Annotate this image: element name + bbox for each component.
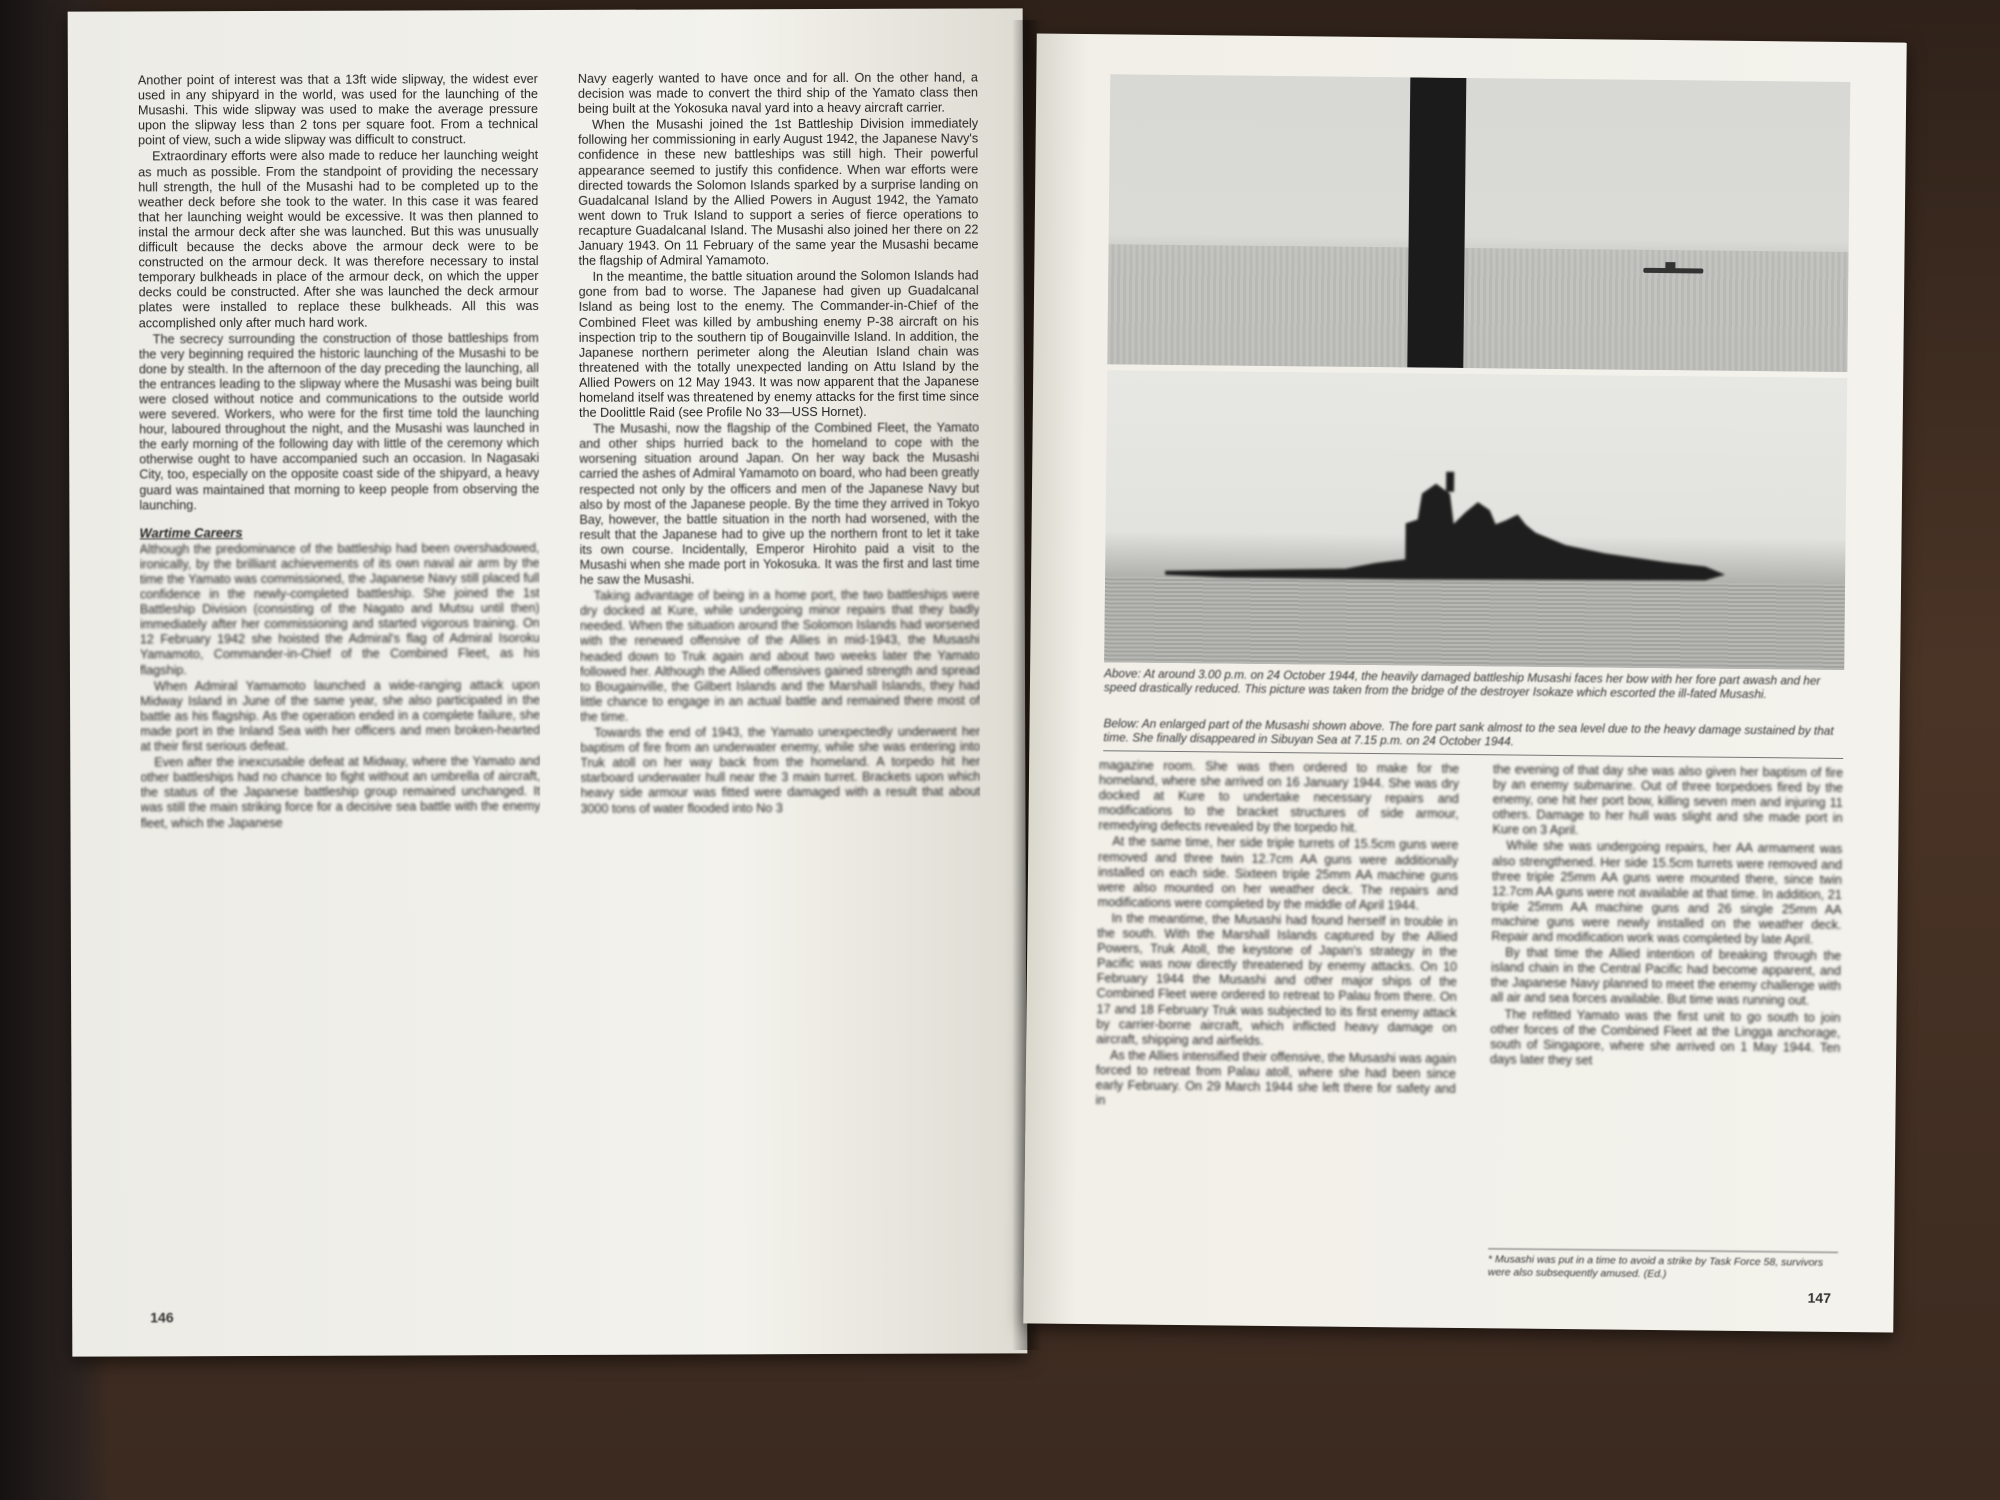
- paragraph: The secrecy surrounding the construction of those battleships from the very beginning required the historic launching of the Musashi to be done by stealth. In the afternoon of the day preceding the launching, all the entrances leading to the slipway where the Musashi was being built were closed without notice and communications to the outside world were severed. Workers, who were for the first time told the launching hour, laboured throughout the night, and the Musashi was launched in the early morning of the following day with little of the ceremony which otherwise ought to have accompanied such an occasion. In Nagasaki City, too, especially on the opposite coast side of the shipyard, a heavy guard was maintained that morning to keep people from observing the launching.: [138, 330, 540, 513]
- paragraph: Towards the end of 1943, the Yamato unexpectedly underwent her baptism of fire from an underwater enemy, while she was entering into Truk atoll on her way back from the homeland. A torpedo hit her starboard underwater hull near the 3 main turret. Brackets upon which heavy side armour was fitted were damaged with a result that about 3000 tons of water flooded into No 3: [580, 724, 981, 816]
- sea-surface: [1107, 244, 1848, 372]
- left-page: [68, 8, 1028, 1356]
- left-column-1: [137, 72, 542, 1326]
- caption-rule: [1103, 750, 1843, 759]
- paragraph: Navy eagerly wanted to have once and for all. On the other hand, a decision was made to convert the third ship of the Yamato class then being built at the Yokosuka naval yard into a heavy aircraft carrier.: [577, 70, 978, 117]
- paragraph: Although the predominance of the battleship had been overshadowed, ironically, by the brilliant achievements of its own naval air arm by the time the Yamato was commissioned, the Japanese Navy still placed full confidence in the newly-completed battleship. She joined the 1st Battleship Division (consisting of the Nagato and Mutsu until then) immediately after her commissioning and started vigorous training. On 12 February 1942 she hoisted the Admiral's flag of Admiral Isoroku Yamamoto, Commander-in-Chief of the Combined Fleet, as his flagship.: [139, 540, 540, 677]
- right-page: [1023, 33, 1906, 1332]
- caption-above: Above: At around 3.00 p.m. on 24 October 1944, the heavily damaged battleship Musashi faces her bow with her fore part awash and her speed drastically reduced. This picture was taken from the bridge of the destroyer Isokaze which escorted the ill-fated Musashi.: [1103, 666, 1821, 702]
- paragraph: The Musashi, now the flagship of the Combined Fleet, the Yamato and other ships hurried back to the homeland to cope with the worsening situation around Japan. On her way back the Musashi carried the ashes of Admiral Yamamoto on board, who had been greatly respected not only by the officers and men of the Japanese Navy but also by most of the Japanese people. By the time they arrived in Tokyo Bay, however, the battle situation in the north had worsened, with the result that the Japanese had to give up the northern front to let it take its own course. Incidentally, Emperor Hirohito paid a visit to the Musashi when she made port in Yokosuka. It was the first and last time he saw the Musashi.: [579, 420, 980, 587]
- paragraph: When the Musashi joined the 1st Battleship Division immediately following her commissioning in early August 1942, the Japanese Navy's confidence in these new battleships was still high. Their powerful appearance seemed to justify this confidence. When war efforts were directed towards the Solomon Islands sparked by a surprise landing on Guadalcanal Island by the Allied Powers in August 1942, the Yamato went down to Truk Island to support a series of fierce operations to recapture Guadalcanal Island. The Musashi also joined her there on 22 January 1943. On 11 February of the same year the Musashi became the flagship of Admiral Yamamoto.: [578, 116, 979, 269]
- page-number-left: 146: [150, 1309, 174, 1326]
- paragraph: The refitted Yamato was the first unit to go south to join other forces of the Combined Fleet at the Lingga anchorage, south of Singapore, where she arrived on 1 May 1944. Ten days later they set: [1489, 1006, 1841, 1068]
- paragraph: When Admiral Yamamoto launched a wide-ranging attack upon Midway Island in June of the same year, she also participated in the battle as his flagship. As the operation ended in a complete failure, she made port in the Inland Sea with her officers and men broken-hearted at their first serious defeat.: [140, 677, 541, 754]
- paragraph: While she was undergoing repairs, her AA armament was also strengthened. Her side 15.5cm turrets were removed and three triple 25mm AA guns were mounted there, since twin 12.7cm AA guns were not available at that time. In addition, 21 triple 25mm AA machine guns and 26 single 25mm AA machine guns were newly installed on the weather deck. Repair and modification work was completed by late April.: [1491, 838, 1843, 947]
- paragraph: In the meantime, the battle situation around the Solomon Islands had gone from bad to worse. The Japanese had given up Guadalcanal Island as being lost to the enemy. The Commander-in-Chief of the Combined Fleet was killed by ambushing enemy P-38 aircraft on his inspection trip to the southern tip of Bougainville Island. In addition, the Japanese northern perimeter along the Aleutian Island chain was threatened with the totally unexpected landing on Attu Island by the Allied Powers on 12 May 1943. It was now apparent that the Japanese homeland itself was threatened by enemy attacks for the first time since the Doolittle Raid (see Profile No 33—USS Hornet).: [578, 268, 980, 420]
- paragraph: Another point of interest was that a 13ft wide slipway, the widest ever used in any shipyard in the world, was used for the launching of the Musashi. This wide slipway was used to make the average pressure upon the slipway less than 2 tons per square foot. From a technical point of view, such a wide slipway was difficult to construct.: [137, 72, 539, 148]
- paragraph: the evening of that day she was also given her baptism of fire by an enemy submarine. Out of three torpedoes fired by the enemy, one hit her port bow, killing seven men and injuring 11 others. Damage to her hull was slight and she made port in Kure on 3 April.: [1492, 762, 1844, 838]
- paragraph: Even after the inexcusable defeat at Midway, where the Yamato and other battleships had no chance to fight without an umbrella of aircraft, the status of the Japanese battleship group remained unchanged. It was still the main striking force for a decisive sea battle with the enemy fleet, which the Japanese: [140, 754, 541, 830]
- photo-battleship-enlarged: [1104, 370, 1847, 670]
- left-column-2: [578, 70, 982, 1321]
- right-column-2: [1488, 762, 1843, 1246]
- section-heading: Wartime Careers: [139, 524, 243, 541]
- footnote: * Musashi was put in a time to avoid a strike by Task Force 58, survivors were also subsequently amused. (Ed.): [1488, 1248, 1838, 1283]
- right-column-1: [1093, 758, 1459, 1307]
- battleship-enlarged-silhouette: [1104, 370, 1847, 670]
- caption-below: Below: An enlarged part of the Musashi shown above. The fore part sank almost to the sea level due to the heavy damage sustained by that time. She finally disappeared in Sibuyan Sea at 7.15 p.m. on 24 October 1944.: [1103, 716, 1834, 749]
- paragraph: Extraordinary efforts were also made to reduce her launching weight as much as possible. From the standpoint of providing the necessary hull strength, the hull of the Musashi had to be completed up to the weather deck before she took to the water. In this case it was feared that her launching weight would be excessive. It was then planned to instal the armour deck after she was launched. But this was unusually difficult because the decks above the armour deck were to be constructed on the armour deck. It was therefore necessary to instal temporary bulkheads in place of the armour deck, on which the upper decks could be constructed. After she was launched the deck armour plates were installed to replace these bulkheads. All this was accomplished only after much hard work.: [138, 148, 539, 330]
- battleship-silhouette: [1643, 268, 1703, 274]
- page-number-right: 147: [1807, 1289, 1832, 1306]
- foreground-post: [1407, 77, 1466, 368]
- paragraph: By that time the Allied intention of breaking through the island chain in the Central Pacific had become apparent, and the Japanese Navy planned to meet the enemy challenge with all air and sea forces available. But time was running out.: [1490, 945, 1842, 1009]
- paragraph: In the meantime, the Musashi had found herself in trouble in the south. With the Marshall Islands captured by the Allied Powers, Truk Atoll, the keystone of Japan's strategy in the Pacific was now directly threatened by enemy attacks. On 10 February 1944 the Musashi and other major ships of the Combined Fleet were ordered to retreat to Palau from there. On 17 and 18 February Truk was subjected to its first enemy attack by carrier-borne aircraft, which inflicted heavy damage on aircraft, shipping and airfields.: [1096, 911, 1458, 1048]
- paragraph: At the same time, her side triple turrets of 15.5cm guns were removed and three twin 12.7cm AA guns were additionally installed on each side. Sixteen triple 25mm AA machine guns were also mounted on her weather deck. The repairs and modifications were completed by the middle of April 1944.: [1097, 834, 1459, 913]
- paragraph: magazine room. She was then ordered to make for the homeland, where she arrived on 16 January 1944. She was dry docked at Kure to undertake necessary repairs and modifications to the bracket structures of side armour, remedying defects revealed by the torpedo hit.: [1098, 758, 1460, 836]
- paragraph: As the Allies intensified their offensive, the Musashi was again forced to retreat from Palau atoll, where she had been since early February. On 29 March 1944 she left there for safety and in: [1095, 1048, 1457, 1108]
- photo-battleship-distant: [1107, 74, 1850, 372]
- paragraph: Taking advantage of being in a home port, the two battleships were dry docked at Kure, while undergoing minor repairs that they badly needed. When the situation around the Solomon Islands had worsened with the renewed offensive of the Allies in mid-1943, the Musashi headed down to Truk again and about two weeks later the Yamato followed her. Although the Allied offensives gained strength and spread to Bougainville, the Gilbert Islands and the Marshall Islands, they had little chance to engage in an actual battle and remained there most of the time.: [579, 587, 981, 724]
